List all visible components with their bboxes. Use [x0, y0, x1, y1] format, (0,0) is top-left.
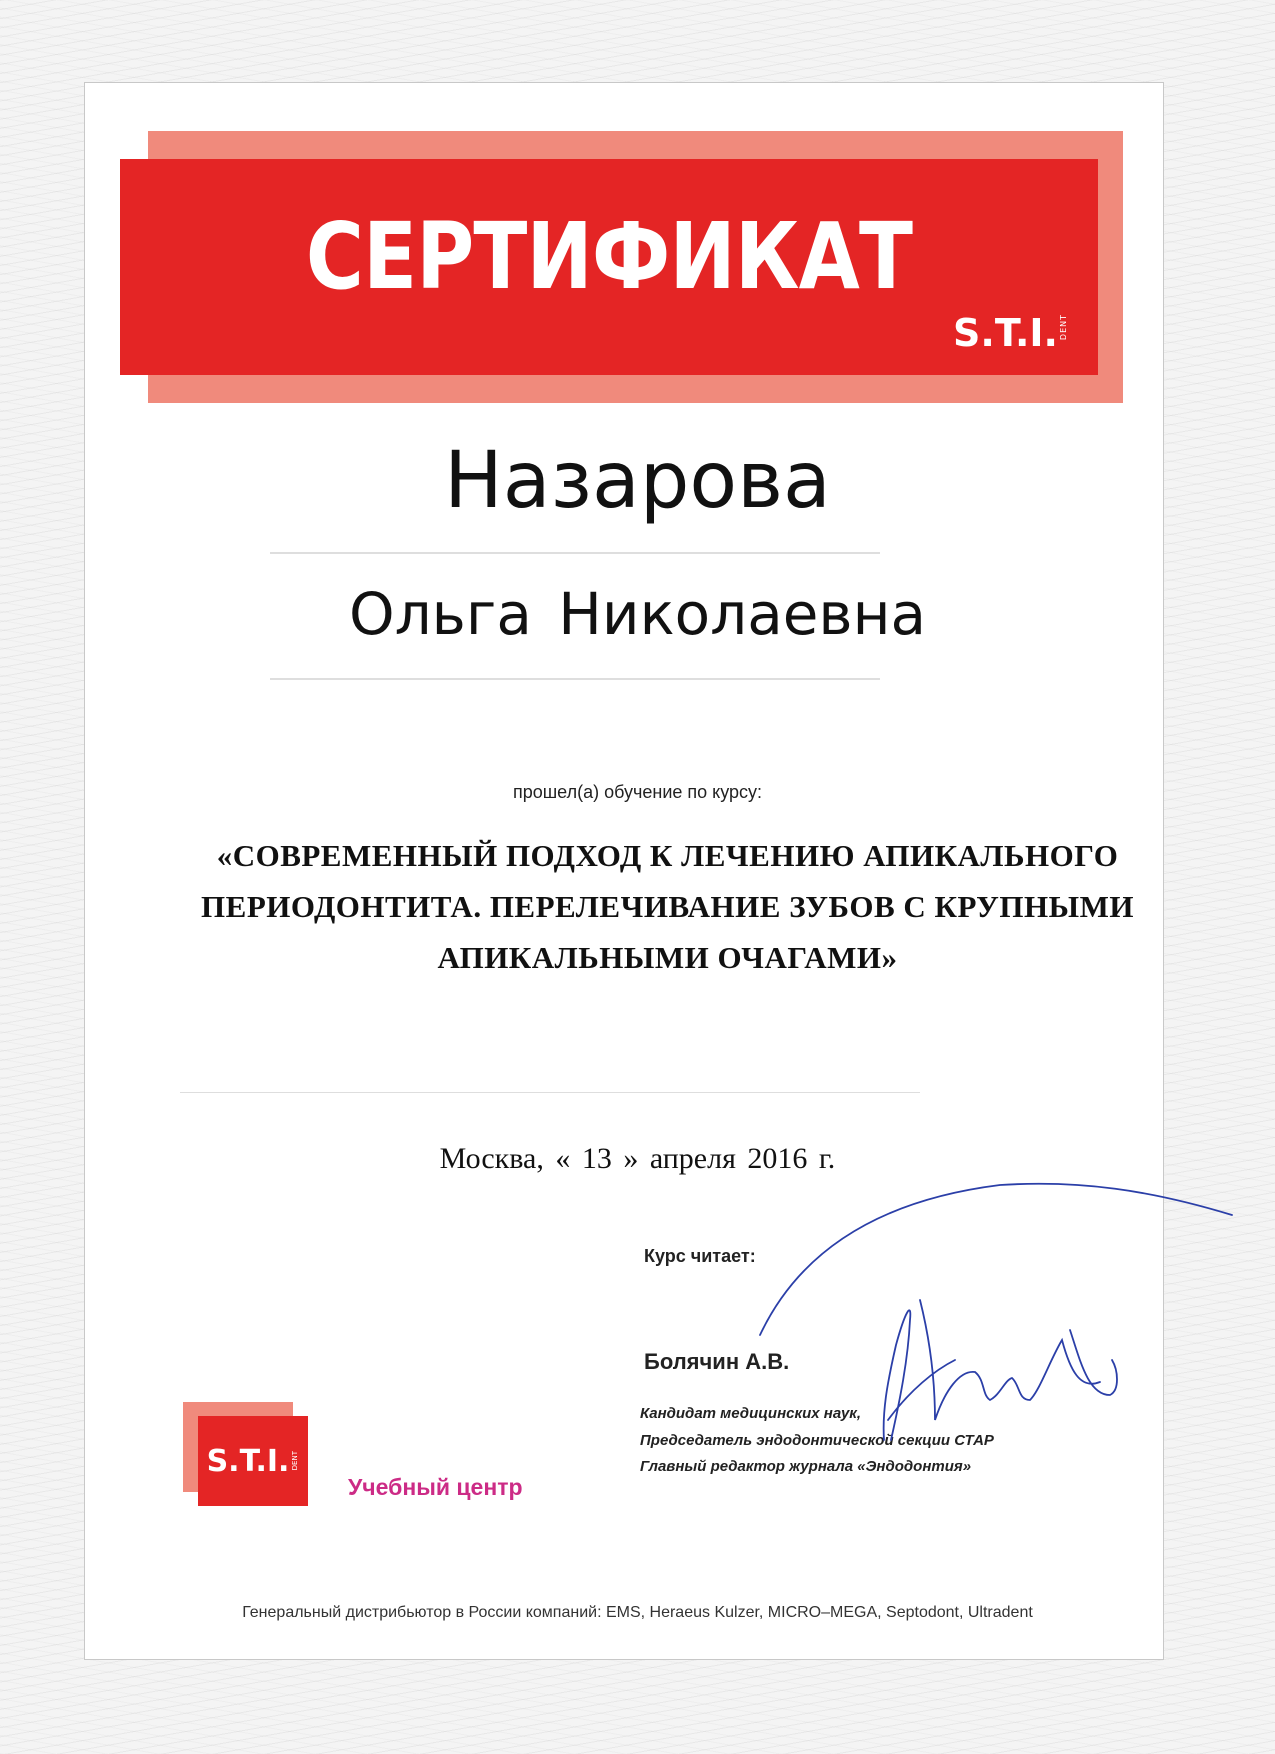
lecturer-label: Курс читает:	[644, 1246, 756, 1266]
distributor-note: Генеральный дистрибьютор в России компаний: EMS, Heraeus Kulzer, MICRO–MEGA, Septodont, Ultradent	[242, 1604, 1033, 1621]
title-banner	[120, 159, 1098, 375]
intro-text: прошел(а) обучение по курсу:	[512, 782, 763, 802]
course-title-line: АПИКАЛЬНЫМИ ОЧАГАМИ»	[437, 940, 898, 975]
footer-logo-sub: DENT	[291, 1451, 300, 1471]
footer-logo-text: S.T.I.	[206, 1443, 290, 1479]
divider	[270, 678, 880, 680]
sti-logo-sub: DENT	[1059, 314, 1068, 341]
sti-logo	[953, 311, 1068, 355]
training-center-label: Учебный центр	[348, 1474, 523, 1500]
lecturer-credential: Кандидат медицинских наук,	[640, 1405, 862, 1422]
issue-date: Москва, « 13 » апреля 2016 г.	[439, 1142, 836, 1175]
divider	[270, 552, 880, 554]
divider	[180, 1092, 920, 1093]
course-title	[60, 830, 1275, 983]
training-center-logo	[198, 1416, 308, 1506]
recipient-surname: Назарова	[444, 436, 831, 526]
certificate-title: СЕРТИФИКАТ	[305, 203, 913, 310]
lecturer-credential: Главный редактор журнала «Эндодонтия»	[640, 1458, 972, 1475]
lecturer-name: Болячин А.В.	[644, 1349, 790, 1374]
lecturer-credential: Председатель эндодонтической секции СТАР	[640, 1432, 994, 1449]
sti-logo-text: S.T.I.	[953, 311, 1058, 355]
course-title-line: «СОВРЕМЕННЫЙ ПОДХОД К ЛЕЧЕНИЮ АПИКАЛЬНОГО	[216, 838, 1119, 873]
course-title-line: ПЕРИОДОНТИТА. ПЕРЕЛЕЧИВАНИЕ ЗУБОВ С КРУПНЫМИ	[201, 889, 1134, 924]
recipient-given-names: Ольга Николаевна	[348, 580, 927, 648]
